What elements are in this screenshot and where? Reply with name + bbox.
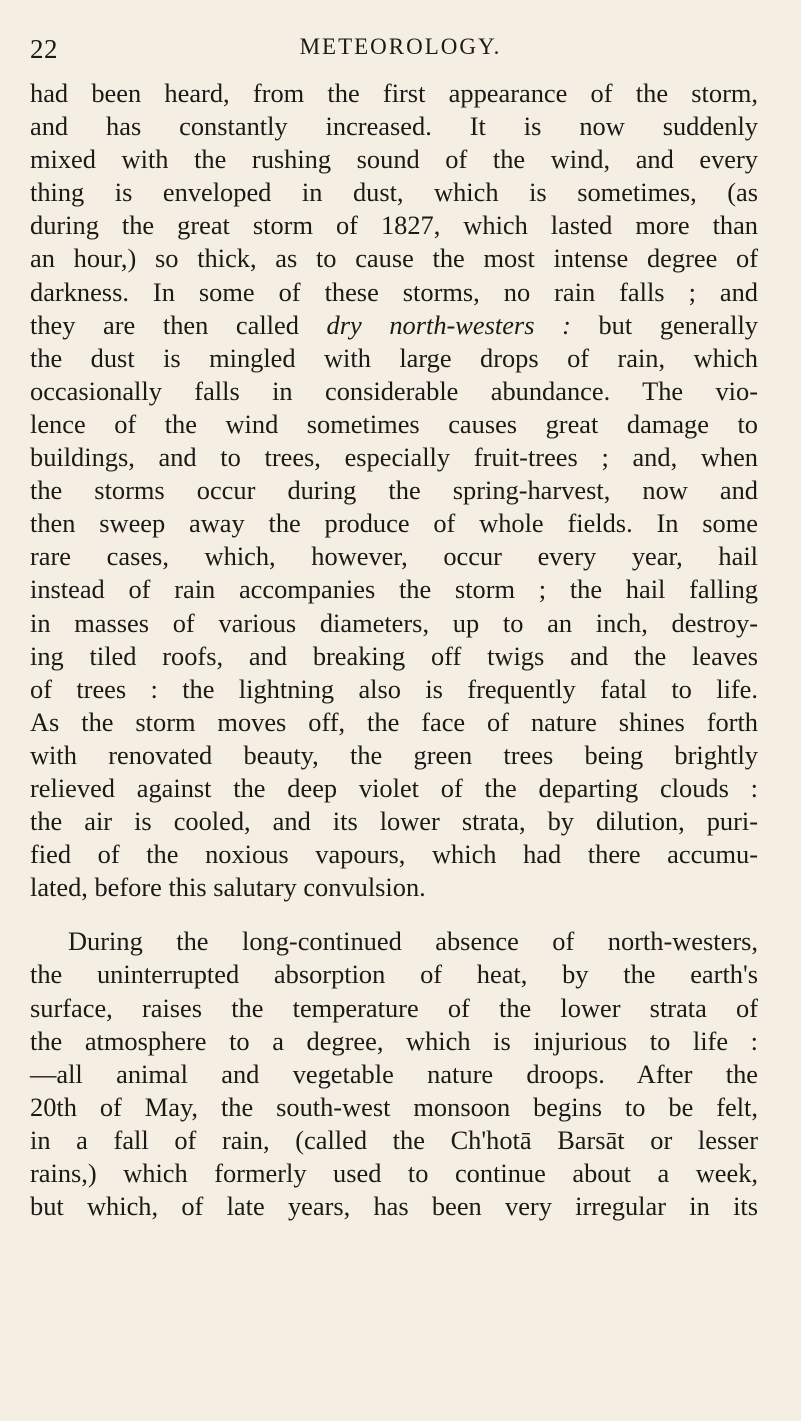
text-line: lence of the wind sometimes causes great damage to	[30, 408, 758, 439]
text-line: of trees : the lightning also is frequently fatal to life.	[30, 673, 758, 704]
text-line: As the storm moves off, the face of nature shines forth	[30, 706, 758, 737]
text-line: rains,) which formerly used to continue about a week,	[30, 1158, 758, 1188]
page-number: 22	[30, 34, 58, 64]
text-line: fied of the noxious vapours, which had there accumu-	[30, 839, 758, 870]
text-segment: they are then called	[30, 309, 327, 340]
text-line: the air is cooled, and its lower strata, by dilution, puri-	[30, 806, 758, 837]
text-line: 20th of May, the south-west monsoon begins to be felt,	[30, 1091, 758, 1122]
text-line: —all animal and vegetable nature droops. After the	[30, 1058, 758, 1089]
text-line: lated, before this salutary convulsion.	[30, 872, 426, 903]
text-line: mixed with the rushing sound of the wind, and every	[30, 144, 758, 175]
italic-term: dry north-westers :	[326, 309, 571, 340]
text-line: an hour,) so thick, as to cause the most intense degree of	[30, 243, 758, 274]
text-line: the uninterrupted absorption of heat, by the earth's	[30, 959, 758, 990]
text-line: then sweep away the produce of whole fields. In some	[30, 508, 758, 539]
text-line: ing tiled roofs, and breaking off twigs and the leaves	[30, 640, 758, 671]
text-line: had been heard, from the first appearance of the storm,	[30, 78, 758, 108]
text-line: surface, raises the temperature of the lower strata of	[30, 992, 758, 1023]
paragraph	[30, 77, 758, 904]
text-line: darkness. In some of these storms, no rain falls ; and	[30, 276, 758, 307]
text-line: buildings, and to trees, especially fruit-trees ; and, when	[30, 442, 758, 473]
text-line: in a fall of rain, (called the Ch'hotā Barsāt or lesser	[30, 1124, 758, 1155]
text-line: occasionally falls in considerable abundance. The vio-	[30, 375, 758, 406]
text-segment: but generally	[570, 309, 758, 340]
text-line: with renovated beauty, the green trees being brightly	[30, 739, 758, 770]
text-line: the dust is mingled with large drops of rain, which	[30, 342, 758, 373]
text-line: instead of rain accompanies the storm ; the hail falling	[30, 574, 758, 605]
paragraph-gap	[30, 904, 758, 925]
text-line: during the great storm of 1827, which lasted more than	[30, 210, 758, 241]
paragraph	[30, 925, 758, 1223]
running-head: METEOROLOGY.	[299, 34, 502, 59]
text-line: but which, of late years, has been very irregular in its	[30, 1191, 758, 1222]
text-line: the storms occur during the spring-harvest, now and	[30, 475, 758, 506]
text-line: the atmosphere to a degree, which is injurious to life :	[30, 1025, 758, 1056]
page-header	[30, 34, 771, 64]
text-line: rare cases, which, however, occur every year, hail	[30, 541, 758, 572]
text-line: and has constantly increased. It is now suddenly	[30, 111, 758, 142]
text-line: thing is enveloped in dust, which is sometimes, (as	[30, 177, 758, 208]
text-line: relieved against the deep violet of the departing clouds :	[30, 772, 758, 803]
body-text	[30, 77, 758, 1223]
text-line: in masses of various diameters, up to an inch, destroy-	[30, 607, 758, 638]
text-line	[30, 309, 758, 342]
text-line: During the long-continued absence of north-westers,	[68, 926, 758, 957]
